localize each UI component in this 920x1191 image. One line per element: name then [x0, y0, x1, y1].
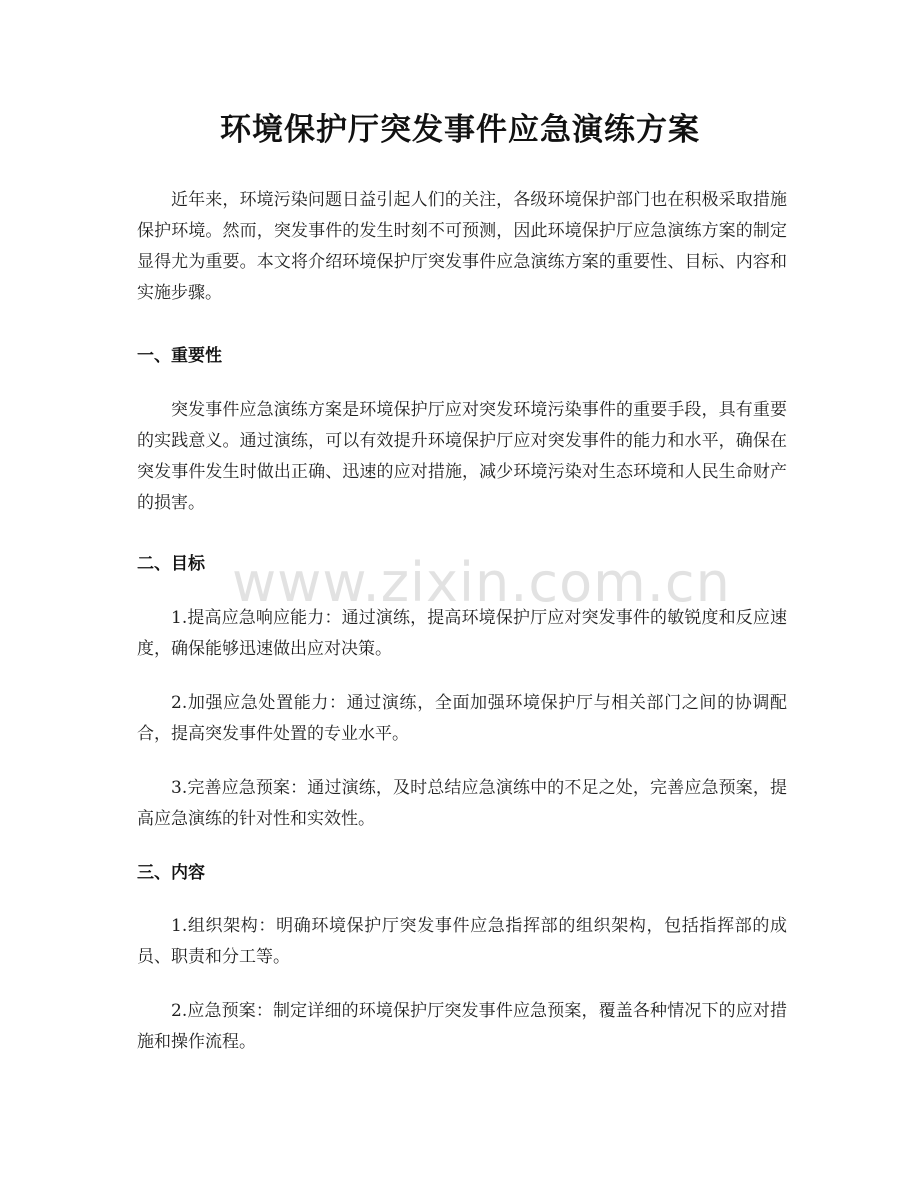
importance-paragraph: 突发事件应急演练方案是环境保护厅应对突发环境污染事件的重要手段，具有重要的实践意义。通过演练，可以有效提升环境保护厅应对突发事件的能力和水平，确保在突发事件发生时做出正确、迅速的应对措施，减少环境污染对生态环境和人民生命财产的损害。 [137, 400, 787, 513]
content-item-1: 1.组织架构：明确环境保护厅突发事件应急指挥部的组织架构，包括指挥部的成员、职责和分工等。 [137, 916, 787, 967]
intro-paragraph: 近年来，环境污染问题日益引起人们的关注，各级环境保护部门也在积极采取措施保护环境。然而，突发事件的发生时刻不可预测，因此环境保护厅应急演练方案的制定显得尤为重要。本文将介绍环境保护厅突发事件应急演练方案的重要性、目标、内容和实施步骤。 [137, 190, 787, 303]
section-content-heading-wrap [137, 858, 787, 888]
section-heading-content: 三、内容 [137, 863, 205, 883]
section-goals-heading-wrap [137, 549, 787, 579]
content-item-2: 2.应急预案：制定详细的环境保护厅突发事件应急预案，覆盖各种情况下的应对措施和操作流程。 [137, 1001, 787, 1052]
goal-item-1: 1.提高应急响应能力：通过演练，提高环境保护厅应对突发事件的敏锐度和反应速度，确保能够迅速做出应对决策。 [137, 608, 787, 659]
section-importance-heading-wrap [137, 341, 787, 371]
watermark-text: www.zixin.com.cn [232, 551, 731, 614]
goal-item-2: 2.加强应急处置能力：通过演练，全面加强环境保护厅与相关部门之间的协调配合，提高突发事件处置的专业水平。 [137, 693, 787, 744]
intro-block [137, 185, 787, 309]
section-heading-goals: 二、目标 [137, 554, 205, 574]
goal-item-2-wrap [137, 688, 787, 750]
goal-item-3-wrap [137, 773, 787, 835]
section-importance-body [137, 395, 787, 519]
section-heading-importance: 一、重要性 [137, 346, 222, 366]
content-item-2-wrap [137, 996, 787, 1058]
content-item-1-wrap [137, 911, 787, 973]
document-title: 环境保护厅突发事件应急演练方案 [220, 112, 700, 148]
goal-item-3: 3.完善应急预案：通过演练，及时总结应急演练中的不足之处，完善应急预案，提高应急演练的针对性和实效性。 [137, 778, 787, 829]
goal-item-1-wrap [137, 603, 787, 665]
